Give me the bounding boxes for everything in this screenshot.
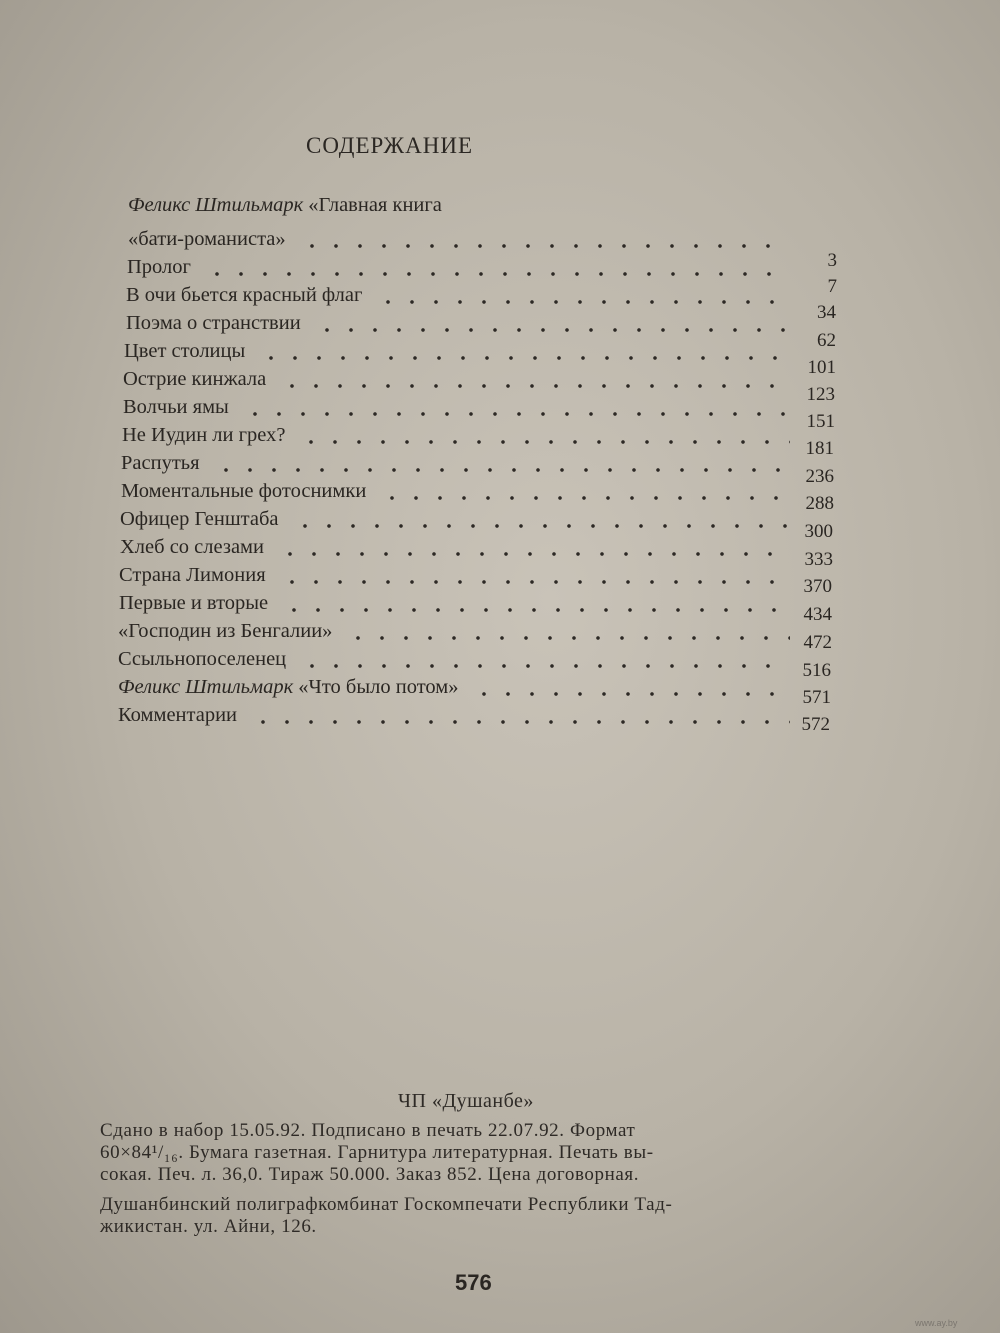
dot-leader [278, 552, 790, 556]
toc-entry [121, 480, 366, 508]
toc-entry-title: Распутья [121, 452, 200, 474]
toc-entry [120, 536, 264, 564]
toc-page-number: 181 [805, 438, 834, 459]
watermark: www.ay.by [915, 1318, 958, 1328]
toc-entry-author: Феликс Штильмарк [128, 194, 304, 216]
toc-page-number: 101 [807, 357, 836, 378]
dot-leader [282, 608, 790, 612]
toc-entry-title: «Господин из Бенгалии» [118, 620, 333, 642]
toc-entry [119, 564, 266, 592]
toc-page-number: 62 [817, 330, 836, 351]
dot-leader [280, 580, 790, 584]
dot-leader [214, 468, 790, 472]
page-title: СОДЕРЖАНИЕ [306, 133, 474, 158]
toc-entry-title: В очи бьется красный флаг [126, 284, 363, 306]
toc-entry [119, 592, 268, 620]
toc-page-number: 300 [804, 521, 833, 542]
dot-leader [293, 524, 791, 528]
toc-entry-title: «бати-романиста» [128, 228, 286, 250]
toc-entry [123, 368, 266, 396]
dot-leader [251, 720, 790, 724]
toc-page-number: 151 [806, 411, 835, 432]
toc-page-number: 7 [827, 276, 837, 297]
toc-entry-title: Поэма о странствии [126, 312, 301, 334]
toc-entry-title: Комментарии [118, 704, 238, 726]
dot-leader [300, 244, 790, 248]
dot-leader [380, 496, 790, 500]
toc-entry [126, 284, 362, 312]
toc-entry [118, 676, 458, 704]
toc-page-number: 288 [805, 493, 834, 514]
toc-entry [118, 704, 237, 732]
toc-entry-title: Ссыльнопоселенец [118, 648, 287, 670]
toc-entry [121, 452, 200, 480]
toc-entry-title: «Что было потом» [298, 676, 459, 698]
dot-leader [472, 692, 790, 696]
toc-page-number: 333 [804, 549, 833, 570]
toc-entry [128, 194, 442, 222]
toc-entry [123, 396, 229, 424]
toc-page-number: 472 [803, 632, 832, 653]
toc-entry [127, 256, 191, 284]
toc-entry-title: Не Иудин ли грех? [122, 424, 286, 446]
page-number: 576 [455, 1270, 492, 1295]
toc-page-number: 236 [805, 466, 834, 487]
dot-leader [299, 440, 790, 444]
toc-entry-title: Цвет столицы [124, 340, 246, 362]
toc-page-number: 123 [806, 384, 835, 405]
toc-page-number: 34 [817, 302, 836, 323]
toc-entry [126, 312, 301, 340]
toc-entry [124, 340, 245, 368]
toc-entry-author: Феликс Штильмарк [118, 676, 294, 698]
toc-entry-title: Волчьи ямы [123, 396, 229, 418]
toc-entry-title: «Главная книга [308, 194, 442, 216]
toc-page-number: 3 [827, 250, 837, 271]
dot-leader [376, 300, 790, 304]
imprint-line: 60×84¹/₁₆. Бумага газетная. Гарнитура литературная. Печать вы- [100, 1142, 654, 1163]
toc-entry [118, 648, 286, 676]
toc-entry-title: Острие кинжала [123, 368, 267, 390]
toc-entry-title: Страна Лимония [119, 564, 266, 586]
dot-leader [315, 328, 790, 332]
dot-leader [205, 272, 790, 276]
toc-entry [122, 424, 285, 452]
imprint-line: сокая. Печ. л. 36,0. Тираж 50.000. Заказ 852. Цена договорная. [100, 1164, 640, 1185]
toc-entry-title: Пролог [127, 256, 191, 278]
toc-entry-title: Моментальные фотоснимки [121, 480, 367, 502]
toc-entry [128, 228, 286, 256]
toc-entry-title: Первые и вторые [119, 592, 269, 614]
toc-page-number: 571 [802, 687, 831, 708]
toc-entry [118, 620, 332, 648]
imprint-line: Сдано в набор 15.05.92. Подписано в печать 22.07.92. Формат [100, 1120, 636, 1141]
toc-page-number: 370 [803, 576, 832, 597]
toc-page-number: 516 [802, 660, 831, 681]
dot-leader [280, 384, 790, 388]
toc-entry [120, 508, 279, 536]
publisher-name: ЧП «Душанбе» [398, 1090, 534, 1112]
dot-leader [346, 636, 790, 640]
dot-leader [243, 412, 790, 416]
imprint-line: Душанбинский полиграфкомбинат Госкомпечати Республики Тад- [100, 1194, 673, 1215]
dot-leader [259, 356, 790, 360]
dot-leader [300, 664, 790, 668]
imprint-line: жикистан. ул. Айни, 126. [100, 1216, 317, 1237]
toc-page-number: 572 [801, 714, 830, 735]
toc-page-number: 434 [803, 604, 832, 625]
toc-entry-title: Офицер Генштаба [120, 508, 279, 530]
toc-entry-title: Хлеб со слезами [120, 536, 264, 558]
